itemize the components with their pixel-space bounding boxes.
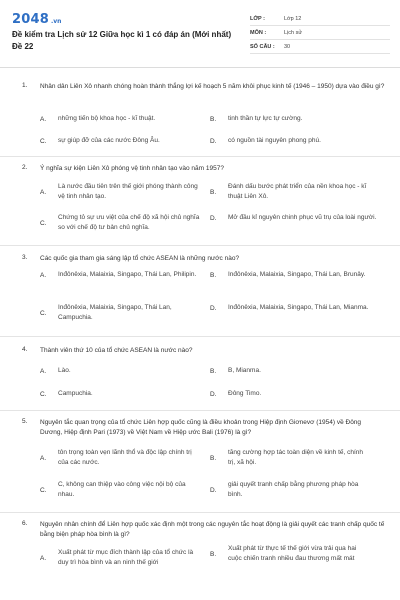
option-text: Inđônêxia, Malaixia, Singapo, Thái Lan, Brunây. bbox=[228, 271, 366, 278]
option-letter: A. bbox=[40, 188, 47, 196]
option-text: C, không can thiệp vào công việc nội bộ của nhau. bbox=[58, 481, 186, 498]
question-number: 2. bbox=[22, 164, 28, 171]
option-d[interactable] bbox=[210, 303, 370, 313]
option-c[interactable] bbox=[40, 213, 200, 233]
option-b[interactable] bbox=[210, 114, 385, 124]
question-text: Thành viên thứ 10 của tổ chức ASEAN là nước nào? bbox=[40, 347, 193, 354]
info-value: Lớp 12 bbox=[284, 15, 302, 22]
option-text: Inđônêxia, Malaixia, Singapo, Thái Lan, Campuchia. bbox=[58, 304, 172, 321]
question-list bbox=[0, 80, 400, 600]
question-divider bbox=[0, 512, 400, 513]
option-letter: C. bbox=[40, 219, 47, 227]
header-divider bbox=[0, 67, 400, 68]
option-b[interactable] bbox=[210, 544, 370, 564]
option-text: Inđônêxia, Malaixia, Singapo, Thái Lan, Philipin. bbox=[58, 271, 197, 278]
question-item bbox=[0, 344, 400, 418]
question-text: Ý nghĩa sự kiện Liên Xô phóng vệ tinh nhân tạo vào năm 1957? bbox=[40, 165, 224, 172]
document-header bbox=[0, 0, 400, 70]
option-text: Inđônêxia, Malaixia, Singapo, Thái Lan, Mianma. bbox=[228, 304, 369, 311]
option-text: B, Mianma. bbox=[228, 367, 261, 374]
info-key: LỚP : bbox=[250, 15, 265, 22]
question-text: Nguyên nhân chính để Liên hợp quốc xác định một trong các nguyên tắc hoạt động là giải quyết các tranh chấp quốc tế bằng biện pháp hòa bình là gì? bbox=[40, 521, 385, 538]
option-text: Đông Timo. bbox=[228, 390, 262, 397]
option-text: những tiến bộ khoa học - kĩ thuật. bbox=[58, 115, 156, 122]
option-d[interactable] bbox=[210, 136, 385, 146]
option-letter: A. bbox=[40, 554, 47, 562]
document-subtitle: Đề 22 bbox=[12, 42, 34, 51]
question-number: 3. bbox=[22, 254, 28, 261]
option-text: Lào. bbox=[58, 367, 71, 374]
option-text: Đánh dấu bước phát triển của nền khoa học - kĩ thuật Liên Xô. bbox=[228, 183, 367, 200]
question-divider bbox=[0, 336, 400, 337]
option-text: Là nước đầu tiên trên thế giới phóng thành công vệ tinh nhân tạo. bbox=[58, 183, 198, 200]
option-letter: D. bbox=[210, 214, 217, 222]
question-item bbox=[0, 520, 400, 600]
option-c[interactable] bbox=[40, 480, 200, 500]
info-row-subject bbox=[250, 26, 390, 40]
option-text: Xuất phát từ thực tế thế giới vừa trải qua hai cuộc chiến tranh nhiều đau thương mất mát bbox=[228, 545, 357, 562]
question-text: Các quốc gia tham gia sáng lập tổ chức ASEAN là những nước nào? bbox=[40, 255, 240, 262]
option-c[interactable] bbox=[40, 136, 200, 146]
info-key: MÔN : bbox=[250, 29, 267, 36]
option-d[interactable] bbox=[210, 213, 380, 223]
option-text: tăng cường hợp tác toàn diện về kinh tế, chính trị, xã hội. bbox=[228, 449, 364, 466]
logo-sub-text: .vn bbox=[50, 18, 62, 25]
info-row-class bbox=[250, 12, 390, 26]
option-a[interactable] bbox=[40, 114, 200, 124]
info-key: SỐ CÂU : bbox=[250, 43, 275, 50]
option-c[interactable] bbox=[40, 303, 200, 323]
option-text: Chứng tỏ sự ưu việt của chế độ xã hội chủ nghĩa so với chế độ tư bản chủ nghĩa. bbox=[58, 214, 200, 231]
option-a[interactable] bbox=[40, 366, 200, 376]
question-number: 1. bbox=[22, 82, 28, 89]
option-text: Xuất phát từ mục đích thành lập của tổ chức là duy trì hòa bình và an ninh thế giới bbox=[58, 549, 194, 566]
document-title: Đề kiểm tra Lịch sử 12 Giữa học kì 1 có đáp án (Mới nhất) bbox=[12, 30, 232, 39]
question-item bbox=[0, 250, 400, 344]
option-text: Campuchia. bbox=[58, 390, 93, 397]
question-number: 4. bbox=[22, 346, 28, 353]
option-b[interactable] bbox=[210, 366, 370, 376]
question-text: Nguyên tắc quan trọng của tổ chức Liên hợp quốc cũng là điều khoản trong Hiệp định Giơnevơ (1954) về Đông Dương, Hiệp định Pari (1973) về Việt Nam về Hiệp ước Bali (1976) là gì? bbox=[40, 419, 362, 436]
option-letter: A. bbox=[40, 271, 47, 279]
option-a[interactable] bbox=[40, 270, 200, 280]
option-a[interactable] bbox=[40, 548, 200, 568]
option-text: tinh thần tự lực tự cường. bbox=[228, 115, 303, 122]
option-letter: D. bbox=[210, 137, 217, 145]
question-divider bbox=[0, 156, 400, 157]
question-item bbox=[0, 418, 400, 520]
question-number: 6. bbox=[22, 520, 28, 527]
option-letter: C. bbox=[40, 137, 47, 145]
option-letter: A. bbox=[40, 115, 47, 123]
question-divider bbox=[0, 245, 400, 246]
option-d[interactable] bbox=[210, 480, 370, 500]
option-b[interactable] bbox=[210, 270, 370, 280]
question-item bbox=[0, 80, 400, 160]
option-letter: B. bbox=[210, 454, 217, 462]
question-divider bbox=[0, 410, 400, 411]
question-text: Nhân dân Liên Xô nhanh chóng hoàn thành thắng lợi kế hoạch 5 năm khôi phục kinh tế (1946 – 1950) dựa vào điều gì? bbox=[40, 83, 385, 90]
option-letter: A. bbox=[40, 367, 47, 375]
option-letter: B. bbox=[210, 115, 217, 123]
option-letter: D. bbox=[210, 486, 217, 494]
option-letter: C. bbox=[40, 486, 47, 494]
question-number: 5. bbox=[22, 418, 28, 425]
option-letter: A. bbox=[40, 454, 47, 462]
option-text: Mở đầu kỉ nguyên chinh phục vũ trụ của loài người. bbox=[228, 214, 377, 221]
logo-main-text: 2048 bbox=[12, 12, 49, 27]
option-text: có nguồn tài nguyên phong phú. bbox=[228, 137, 321, 144]
option-letter: B. bbox=[210, 271, 217, 279]
option-text: giải quyết tranh chấp bằng phương pháp hòa bình. bbox=[228, 481, 359, 498]
option-letter: C. bbox=[40, 309, 47, 317]
option-text: sự giúp đỡ của các nước Đông Âu. bbox=[58, 137, 160, 144]
option-b[interactable] bbox=[210, 448, 370, 468]
option-letter: B. bbox=[210, 367, 217, 375]
info-value: Lịch sử bbox=[284, 29, 303, 36]
option-c[interactable] bbox=[40, 389, 200, 399]
option-b[interactable] bbox=[210, 182, 380, 202]
info-value: 30 bbox=[284, 43, 291, 50]
info-table bbox=[250, 12, 390, 54]
option-letter: D. bbox=[210, 304, 217, 312]
option-letter: B. bbox=[210, 188, 217, 196]
info-row-count bbox=[250, 40, 390, 54]
option-letter: D. bbox=[210, 390, 217, 398]
question-item bbox=[0, 160, 400, 250]
option-text: tôn trọng toàn vẹn lãnh thổ và độc lập chính trị của các nước. bbox=[58, 449, 192, 466]
option-a[interactable] bbox=[40, 182, 200, 202]
option-a[interactable] bbox=[40, 448, 200, 468]
option-letter: C. bbox=[40, 390, 47, 398]
option-d[interactable] bbox=[210, 389, 370, 399]
site-logo[interactable] bbox=[12, 12, 61, 30]
option-letter: B. bbox=[210, 550, 217, 558]
